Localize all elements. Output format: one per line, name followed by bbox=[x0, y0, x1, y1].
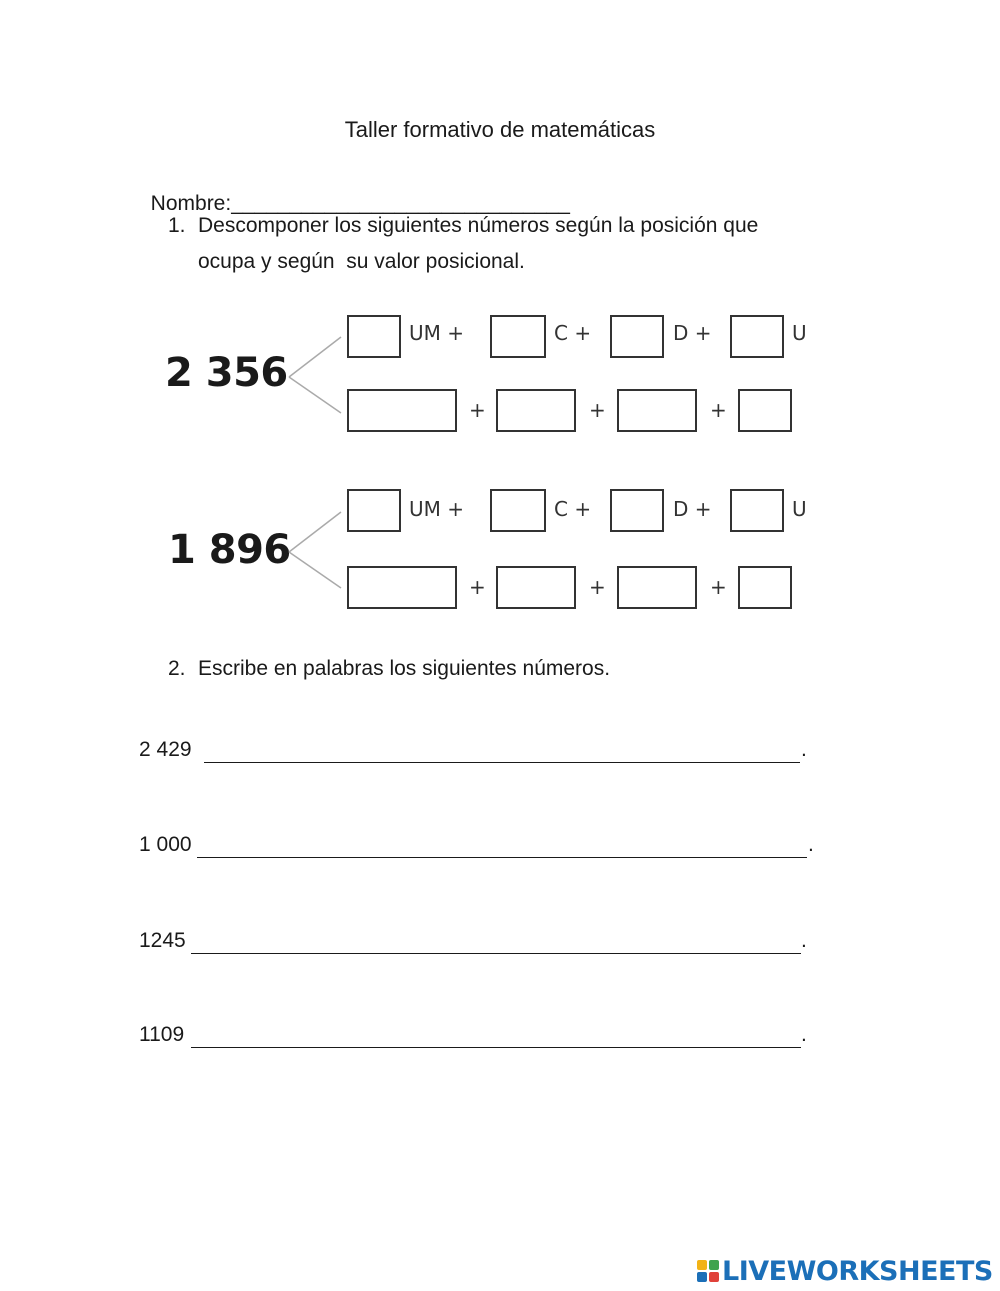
logo-blocks-icon bbox=[697, 1260, 719, 1282]
q1-number: 1. bbox=[168, 214, 186, 237]
unit-label-c: C + bbox=[554, 497, 592, 521]
answer-box-um[interactable] bbox=[347, 489, 401, 532]
line-end-period: . bbox=[801, 929, 807, 952]
q1-text-line2: ocupa y según su valor posicional. bbox=[198, 250, 525, 273]
value-box-4[interactable] bbox=[738, 566, 792, 609]
plus-sign: + bbox=[469, 575, 486, 599]
name-row bbox=[139, 168, 570, 216]
answer-box-u[interactable] bbox=[730, 315, 784, 358]
answer-line[interactable] bbox=[191, 953, 801, 954]
value-box-2[interactable] bbox=[496, 389, 576, 432]
value-box-1[interactable] bbox=[347, 389, 457, 432]
value-box-3[interactable] bbox=[617, 566, 697, 609]
plus-sign: + bbox=[589, 575, 606, 599]
value-box-3[interactable] bbox=[617, 389, 697, 432]
logo-block bbox=[697, 1272, 707, 1282]
answer-box-u[interactable] bbox=[730, 489, 784, 532]
answer-box-um[interactable] bbox=[347, 315, 401, 358]
line-end-period: . bbox=[808, 833, 814, 856]
name-label: Nombre: bbox=[150, 192, 232, 215]
value-box-1[interactable] bbox=[347, 566, 457, 609]
branch-lines bbox=[285, 325, 345, 425]
value-box-4[interactable] bbox=[738, 389, 792, 432]
words-item-number: 1109 bbox=[139, 1023, 185, 1046]
q2-number: 2. bbox=[168, 657, 186, 680]
unit-label-c: C + bbox=[554, 321, 592, 345]
logo-block bbox=[697, 1260, 707, 1270]
unit-label-u: U bbox=[792, 321, 807, 345]
logo-text: LIVEWORKSHEETS bbox=[722, 1255, 993, 1287]
line-end-period: . bbox=[801, 738, 807, 761]
decomposition-number: 1 896 bbox=[168, 527, 291, 573]
answer-line[interactable] bbox=[197, 857, 807, 858]
q1-text-line1: Descomponer los siguientes números según la posición que bbox=[198, 214, 759, 237]
unit-label-d: D + bbox=[673, 497, 712, 521]
answer-line[interactable] bbox=[204, 762, 800, 763]
worksheet-title: Taller formativo de matemáticas bbox=[344, 117, 656, 142]
answer-line[interactable] bbox=[191, 1047, 801, 1048]
logo-block bbox=[709, 1272, 719, 1282]
unit-label-d: D + bbox=[673, 321, 712, 345]
liveworksheets-logo bbox=[697, 1256, 993, 1286]
words-item-number: 1245 bbox=[139, 929, 186, 952]
words-item-number: 2 429 bbox=[139, 738, 192, 761]
unit-label-um: UM + bbox=[409, 321, 465, 345]
line-end-period: . bbox=[801, 1023, 807, 1046]
unit-label-u: U bbox=[792, 497, 807, 521]
plus-sign: + bbox=[710, 398, 727, 422]
plus-sign: + bbox=[589, 398, 606, 422]
unit-label-um: UM + bbox=[409, 497, 465, 521]
answer-box-c[interactable] bbox=[490, 315, 546, 358]
name-blank-line[interactable]: _____________________________ bbox=[231, 192, 570, 215]
plus-sign: + bbox=[710, 575, 727, 599]
answer-box-d[interactable] bbox=[610, 489, 664, 532]
logo-block bbox=[709, 1260, 719, 1270]
answer-box-c[interactable] bbox=[490, 489, 546, 532]
plus-sign: + bbox=[469, 398, 486, 422]
q2-text: Escribe en palabras los siguientes números. bbox=[198, 657, 611, 680]
decomposition-number: 2 356 bbox=[165, 350, 288, 396]
words-item-number: 1 000 bbox=[139, 833, 192, 856]
answer-box-d[interactable] bbox=[610, 315, 664, 358]
branch-lines bbox=[285, 500, 345, 600]
value-box-2[interactable] bbox=[496, 566, 576, 609]
